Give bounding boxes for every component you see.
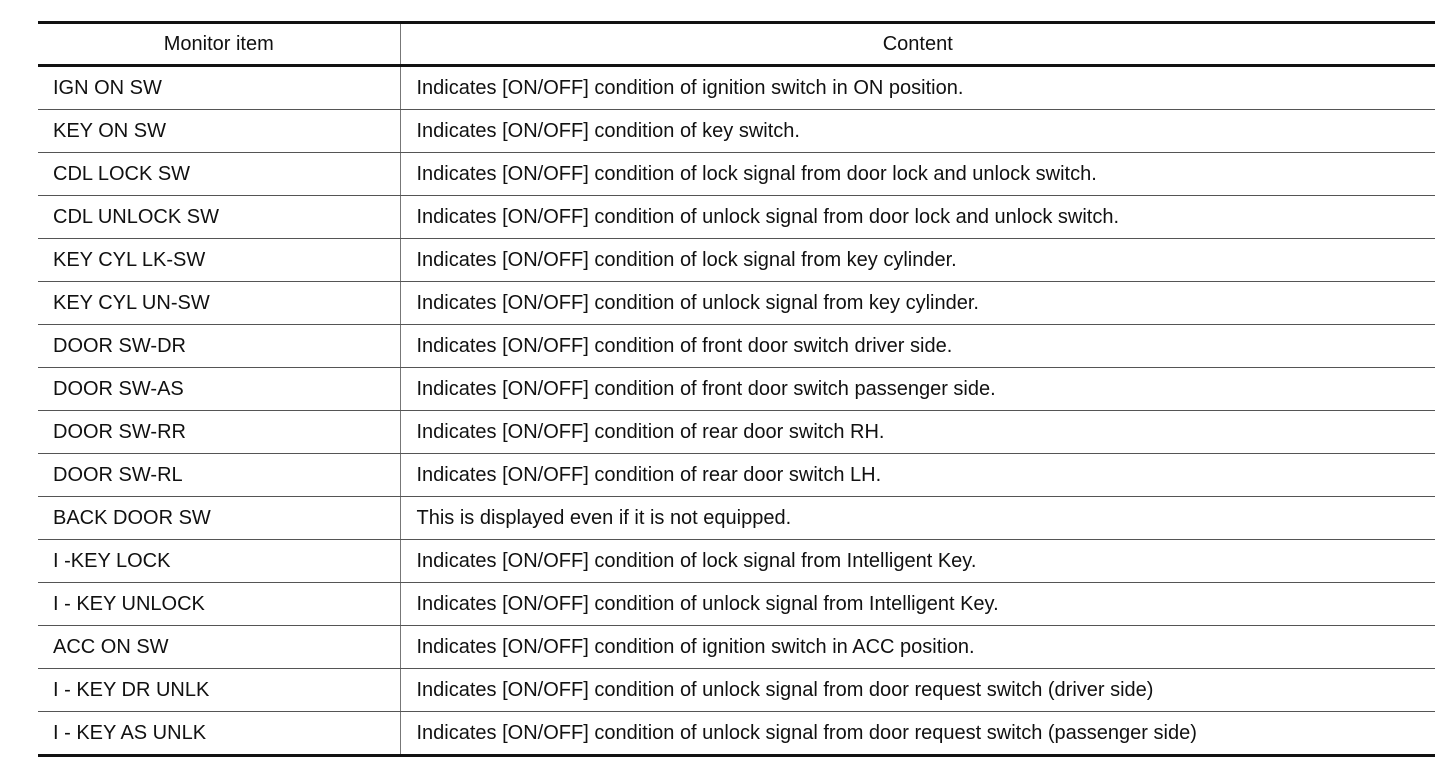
table-row — [38, 196, 1435, 239]
table-row — [38, 239, 1435, 282]
table-row — [38, 540, 1435, 583]
content-cell: Indicates [ON/OFF] condition of lock signal from door lock and unlock switch. — [400, 153, 1435, 196]
table-row — [38, 368, 1435, 411]
table-header — [38, 23, 1435, 66]
content-cell: Indicates [ON/OFF] condition of front door switch passenger side. — [400, 368, 1435, 411]
content-cell: Indicates [ON/OFF] condition of lock signal from key cylinder. — [400, 239, 1435, 282]
monitor-item-cell: DOOR SW-RL — [38, 454, 400, 497]
monitor-item-cell: DOOR SW-DR — [38, 325, 400, 368]
monitor-item-cell: I - KEY UNLOCK — [38, 583, 400, 626]
content-cell: Indicates [ON/OFF] condition of unlock signal from door lock and unlock switch. — [400, 196, 1435, 239]
monitor-item-cell: CDL UNLOCK SW — [38, 196, 400, 239]
monitor-item-cell: DOOR SW-RR — [38, 411, 400, 454]
content-header: Content — [400, 23, 1435, 66]
content-cell: Indicates [ON/OFF] condition of unlock signal from door request switch (passenger side) — [416, 722, 1197, 744]
table-row — [38, 110, 1435, 153]
monitor-item-table-container — [38, 21, 1435, 757]
table-row — [38, 325, 1435, 368]
content-cell: Indicates [ON/OFF] condition of unlock signal from key cylinder. — [400, 282, 1435, 325]
table-row — [38, 411, 1435, 454]
table-row — [38, 497, 1435, 540]
content-cell: Indicates [ON/OFF] condition of ignition switch in ON position. — [400, 66, 1435, 110]
content-cell: This is displayed even if it is not equipped. — [400, 497, 1435, 540]
monitor-item-cell: DOOR SW-AS — [38, 368, 400, 411]
table-row — [38, 669, 1435, 712]
content-cell: Indicates [ON/OFF] condition of key switch. — [400, 110, 1435, 153]
table-row — [38, 454, 1435, 497]
monitor-item-cell: IGN ON SW — [38, 66, 400, 110]
monitor-item-cell: KEY ON SW — [38, 110, 400, 153]
header-row — [38, 23, 1435, 66]
monitor-item-cell: BACK DOOR SW — [38, 497, 400, 540]
monitor-item-cell: I - KEY DR UNLK — [38, 669, 400, 712]
table-row — [38, 153, 1435, 196]
content-cell: Indicates [ON/OFF] condition of unlock signal from Intelligent Key. — [400, 583, 1435, 626]
monitor-item-cell: CDL LOCK SW — [38, 153, 400, 196]
content-cell: Indicates [ON/OFF] condition of unlock signal from door request switch (driver side) — [400, 669, 1435, 712]
table-row — [38, 66, 1435, 110]
content-cell: Indicates [ON/OFF] condition of ignition switch in ACC position. — [400, 626, 1435, 669]
content-cell: Indicates [ON/OFF] condition of lock signal from Intelligent Key. — [400, 540, 1435, 583]
monitor-item-cell: KEY CYL LK-SW — [38, 239, 400, 282]
monitor-item-cell: KEY CYL UN-SW — [38, 282, 400, 325]
content-cell: Indicates [ON/OFF] condition of rear door switch RH. — [400, 411, 1435, 454]
table-body — [38, 66, 1435, 756]
monitor-item-header: Monitor item — [38, 23, 400, 66]
table-row — [38, 712, 1435, 756]
table-row — [38, 583, 1435, 626]
content-cell: Indicates [ON/OFF] condition of front door switch driver side. — [400, 325, 1435, 368]
monitor-item-table — [38, 21, 1435, 757]
table-row — [38, 626, 1435, 669]
monitor-item-cell: I - KEY AS UNLK — [38, 712, 400, 756]
monitor-item-cell: I -KEY LOCK — [38, 540, 400, 583]
content-cell: Indicates [ON/OFF] condition of rear door switch LH. — [400, 454, 1435, 497]
table-row — [38, 282, 1435, 325]
monitor-item-cell: ACC ON SW — [38, 626, 400, 669]
